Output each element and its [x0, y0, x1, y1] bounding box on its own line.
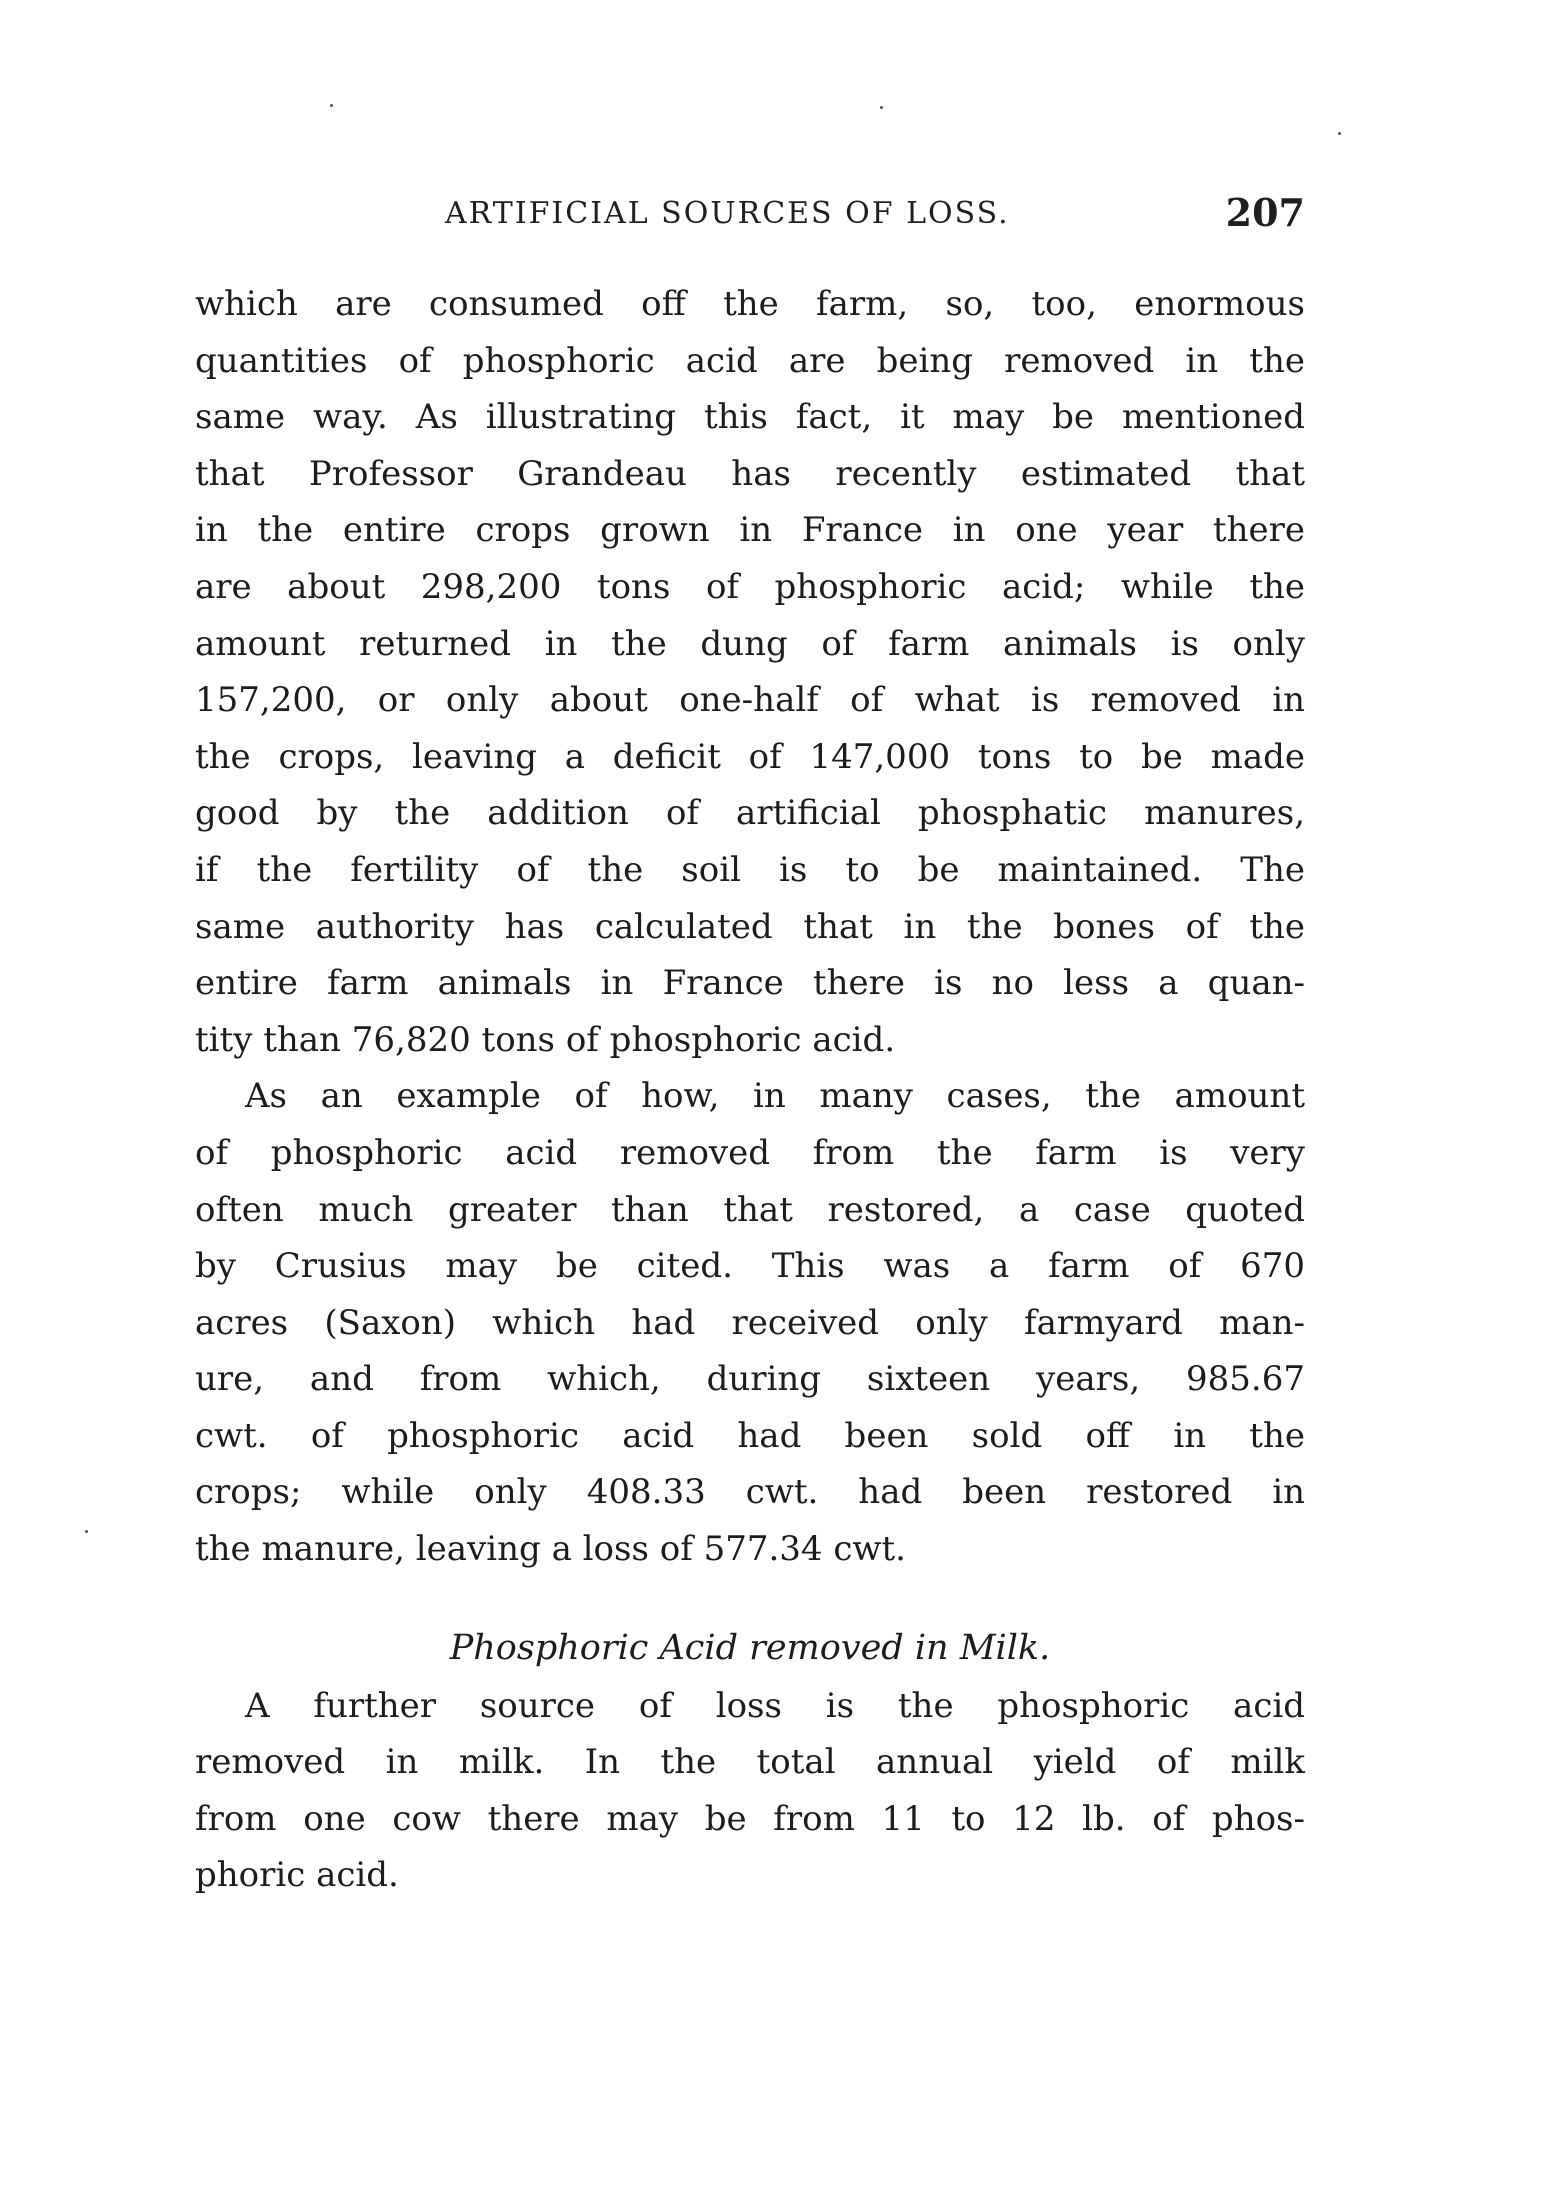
text-line: from one cow there may be from 11 to 12 lb. of phos-	[195, 1798, 1305, 1839]
text-line: ure, and from which, during sixteen years, 985.67	[195, 1359, 1305, 1400]
text-line: which are consumed off the farm, so, too, enormous	[195, 284, 1305, 324]
page-number: 207	[1225, 190, 1305, 235]
section-heading: Phosphoric Acid removed in Milk.	[449, 1627, 1051, 1668]
text-line: good by the addition of artificial phosphatic manures,	[195, 793, 1305, 834]
body-text	[195, 276, 1305, 1904]
text-line: same way. As illustrating this fact, it may be mentioned	[195, 397, 1305, 438]
text-line: of phosphoric acid removed from the farm is very	[195, 1132, 1305, 1173]
print-speck	[330, 104, 333, 107]
print-speck	[85, 1530, 88, 1533]
text-line: the crops, leaving a deficit of 147,000 tons to be made	[195, 736, 1305, 777]
paragraph-3	[195, 1678, 1305, 1904]
running-head-title: ARTIFICIAL SOURCES OF LOSS.	[445, 196, 1010, 231]
text-line: acres (Saxon) which had received only farmyard man-	[195, 1302, 1305, 1343]
text-line: in the entire crops grown in France in one year there	[195, 510, 1305, 551]
text-line: entire farm animals in France there is no less a quan-	[195, 963, 1305, 1004]
text-line: A further source of loss is the phosphoric acid	[245, 1685, 1305, 1726]
text-line: if the fertility of the soil is to be maintained. The	[195, 849, 1305, 890]
text-line: tity than 76,820 tons of phosphoric acid.	[195, 1019, 896, 1060]
text-line: the manure, leaving a loss of 577.34 cwt.	[195, 1529, 906, 1570]
paragraph-1	[195, 276, 1305, 1068]
running-head	[195, 190, 1305, 240]
text-line: are about 298,200 tons of phosphoric acid; while the	[195, 566, 1305, 607]
text-line: cwt. of phosphoric acid had been sold off in the	[195, 1415, 1305, 1456]
text-line: phoric acid.	[195, 1855, 399, 1896]
text-line: crops; while only 408.33 cwt. had been restored in	[195, 1472, 1305, 1513]
text-line: quantities of phosphoric acid are being removed in the	[195, 340, 1305, 381]
text-line: removed in milk. In the total annual yield of milk	[195, 1742, 1305, 1783]
text-line: often much greater than that restored, a case quoted	[195, 1189, 1305, 1230]
print-speck	[1338, 132, 1341, 135]
spacer	[195, 1578, 1305, 1618]
text-line: that Professor Grandeau has recently estimated that	[195, 453, 1305, 494]
text-line: same authority has calculated that in the bones of the	[195, 906, 1305, 947]
text-line: by Crusius may be cited. This was a farm of 670	[195, 1246, 1305, 1287]
paragraph-2	[195, 1068, 1305, 1577]
text-line: As an example of how, in many cases, the amount	[245, 1076, 1305, 1117]
text-line: 157,200, or only about one-half of what is removed in	[195, 680, 1305, 721]
text-line: amount returned in the dung of farm animals is only	[195, 623, 1305, 664]
print-speck	[880, 106, 883, 109]
